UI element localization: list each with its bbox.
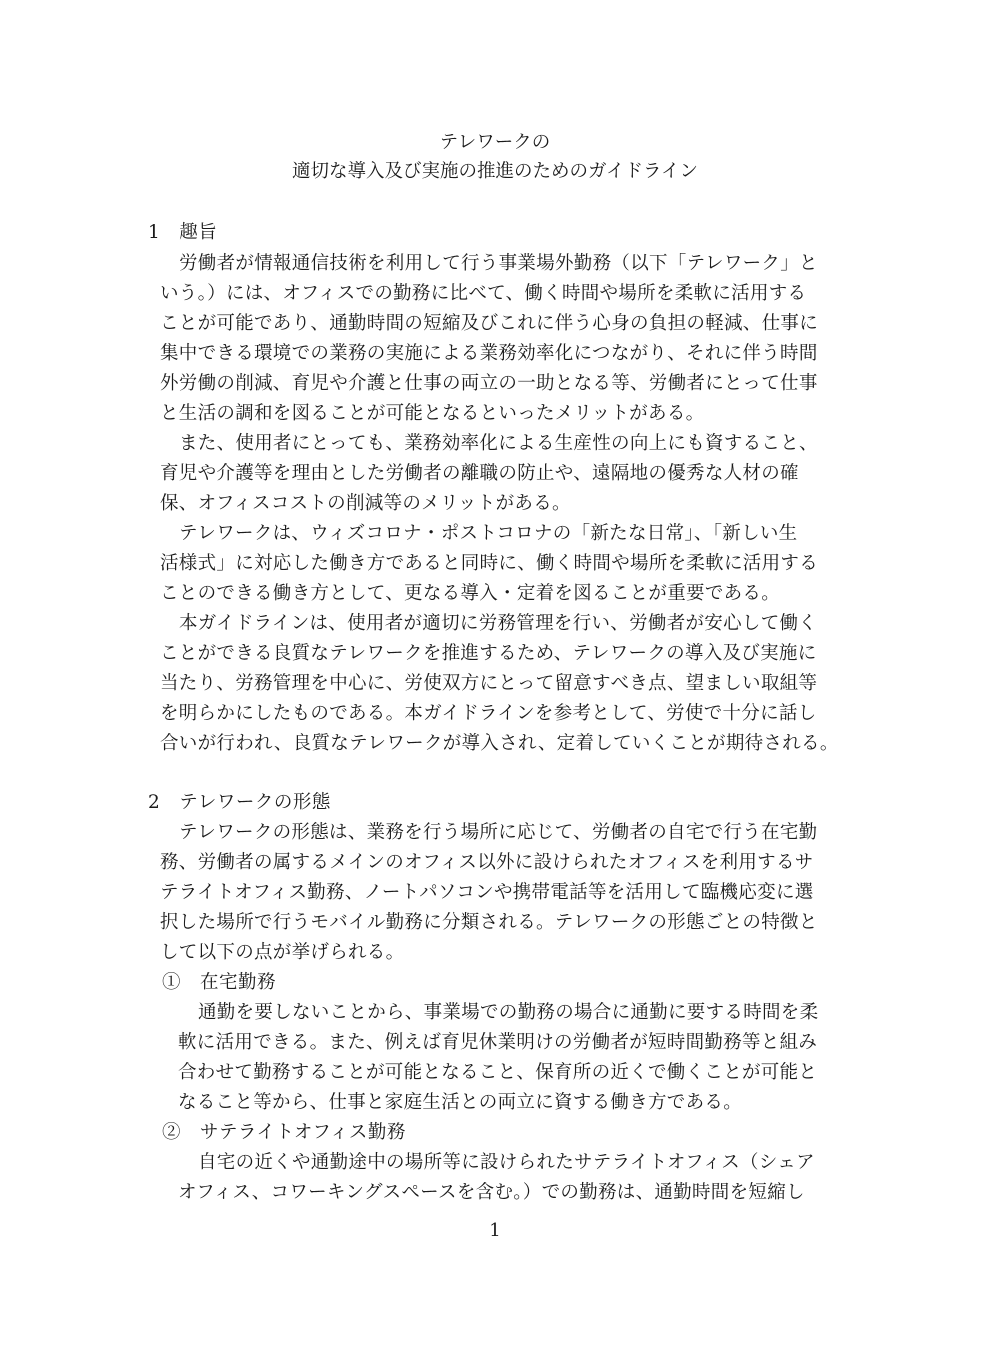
item-1-heading: ① 在宅勤務 xyxy=(162,972,277,993)
paragraph-line: なること等から、仕事と家庭生活との両立に資する働き方である。 xyxy=(178,1092,743,1113)
paragraph-line: オフィス、コワーキングスペースを含む。）での勤務は、通勤時間を短縮し xyxy=(178,1182,805,1203)
paragraph-line: 自宅の近くや通勤途中の場所等に設けられたサテライトオフィス（シェア xyxy=(198,1152,815,1173)
paragraph-line: 当たり、労務管理を中心に、労使双方にとって留意すべき点、望ましい取組等 xyxy=(160,673,818,694)
paragraph-line: 通勤を要しないことから、事業場での勤務の場合に通勤に要する時間を柔 xyxy=(198,1002,819,1023)
paragraph-line: 労働者が情報通信技術を利用して行う事業場外勤務（以下「テレワーク」と xyxy=(179,253,818,274)
paragraph-line: 合わせて勤務することが可能となること、保育所の近くで働くことが可能と xyxy=(178,1062,818,1083)
paragraph-line: 集中できる環境での業務の実施による業務効率化につながり、それに伴う時間 xyxy=(160,343,818,364)
paragraph-line: また、使用者にとっても、業務効率化による生産性の向上にも資すること、 xyxy=(179,433,818,454)
paragraph-line: ことのできる働き方として、更なる導入・定着を図ることが重要である。 xyxy=(160,583,781,604)
paragraph-line: 択した場所で行うモバイル勤務に分類される。テレワークの形態ごとの特徴と xyxy=(160,912,818,933)
paragraph-line: 活様式」に対応した働き方であると同時に、働く時間や場所を柔軟に活用する xyxy=(160,553,819,574)
section-1-heading: 1 趣旨 xyxy=(148,222,218,243)
section-2-heading: 2 テレワークの形態 xyxy=(148,792,331,813)
paragraph-line: テライトオフィス勤務、ノートパソコンや携帯電話等を活用して臨機応変に選 xyxy=(160,882,814,903)
paragraph-line: 合いが行われ、良質なテレワークが導入され、定着していくことが期待される。 xyxy=(160,733,839,754)
item-2-heading: ② サテライトオフィス勤務 xyxy=(162,1122,406,1143)
paragraph-line: テレワークは、ウィズコロナ・ポストコロナの「新たな日常」、「新しい生 xyxy=(179,523,798,544)
document-title xyxy=(0,128,990,186)
paragraph-line: して以下の点が挙げられる。 xyxy=(160,942,405,963)
paragraph-line: 保、オフィスコストの削減等のメリットがある。 xyxy=(160,493,571,514)
paragraph-line: 外労働の削減、育児や介護と仕事の両立の一助となる等、労働者にとって仕事 xyxy=(160,373,818,394)
paragraph-line: いう。）には、オフィスでの勤務に比べて、働く時間や場所を柔軟に活用する xyxy=(160,283,807,304)
paragraph-line: 育児や介護等を理由とした労働者の離職の防止や、遠隔地の優秀な人材の確 xyxy=(160,463,799,484)
paragraph-line: ことが可能であり、通勤時間の短縮及びこれに伴う心身の負担の軽減、仕事に xyxy=(160,313,819,334)
paragraph-line: を明らかにしたものである。本ガイドラインを参考として、労使で十分に話し xyxy=(160,703,817,724)
page-number: 1 xyxy=(489,1220,501,1241)
paragraph-line: 本ガイドラインは、使用者が適切に労務管理を行い、労働者が安心して働く xyxy=(179,613,818,634)
paragraph-line: ことができる良質なテレワークを推進するため、テレワークの導入及び実施に xyxy=(160,643,817,664)
paragraph-line: と生活の調和を図ることが可能となるといったメリットがある。 xyxy=(160,403,705,424)
paragraph-line: 務、労働者の属するメインのオフィス以外に設けられたオフィスを利用するサ xyxy=(160,852,814,873)
paragraph-line: テレワークの形態は、業務を行う場所に応じて、労働者の自宅で行う在宅勤 xyxy=(179,822,818,843)
title-line-2: 適切な導入及び実施の推進のためのガイドライン xyxy=(292,161,698,182)
paragraph-line: 軟に活用できる。また、例えば育児休業明けの労働者が短時間勤務等と組み xyxy=(178,1032,818,1053)
title-line-1: テレワークの xyxy=(439,132,551,153)
